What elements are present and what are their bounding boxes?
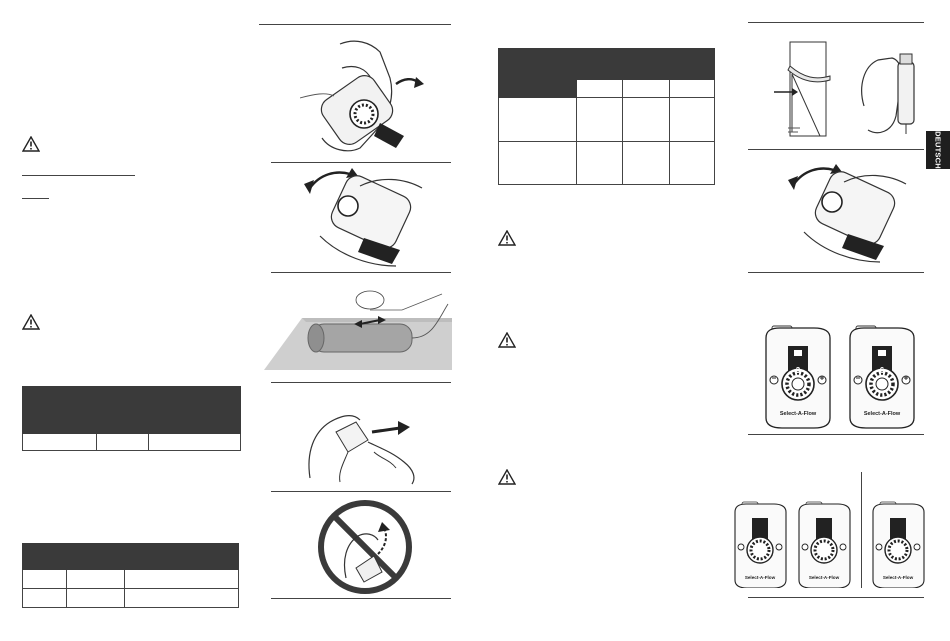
figure-divider [748, 434, 924, 435]
table-cell [125, 570, 239, 589]
warning-icon [22, 136, 40, 152]
warning-icon [22, 314, 40, 330]
table-cell [670, 98, 715, 142]
language-tab [926, 131, 950, 169]
flow-number: 3 [795, 366, 801, 375]
figure-attach-tubing [262, 280, 454, 378]
table-header-cell [125, 544, 239, 570]
table-cell [670, 142, 715, 185]
language-tab-label: DEUTSCH [933, 131, 943, 169]
warning-icon [498, 332, 516, 348]
warning-icon [498, 469, 516, 485]
figure-divider [748, 597, 924, 598]
figure-rotate-dial-repeat [784, 158, 914, 268]
flow-label: Select-A-Flow [744, 575, 776, 580]
subsection-underline [22, 198, 49, 199]
figure-flow-change [730, 500, 930, 588]
flow-label: Select-A-Flow [882, 575, 914, 580]
table-cell [125, 589, 239, 608]
figure-rotate-dial [300, 166, 430, 270]
figure-divider [271, 272, 451, 273]
table-right-flow [498, 48, 715, 185]
table-cell [499, 98, 577, 142]
table-header-cell [67, 544, 125, 570]
table-cell [23, 570, 67, 589]
warning-icon [498, 230, 516, 246]
table-cell [23, 589, 67, 608]
figure-divider [271, 491, 451, 492]
figure-divider [748, 272, 924, 273]
table-left-2 [22, 543, 239, 608]
flow-label: Select-A-Flow [779, 411, 817, 417]
table-cell [149, 434, 241, 451]
table-subheader-cell [576, 80, 623, 98]
table-left-1 [22, 386, 241, 451]
table-cell [67, 570, 125, 589]
figure-divider [748, 22, 924, 23]
table-subheader-cell [623, 80, 670, 98]
table-header-cell [576, 49, 714, 80]
flow-number: 6 [879, 366, 885, 375]
table-header-cell [97, 387, 149, 434]
table-header-cell [499, 49, 577, 98]
figure-open-package [300, 392, 430, 488]
flow-label: Select-A-Flow [808, 575, 840, 580]
figure-divider [271, 382, 451, 383]
table-cell [67, 589, 125, 608]
table-cell [499, 142, 577, 185]
figure-spray-tubing [768, 36, 928, 140]
table-subheader-cell [670, 80, 715, 98]
table-cell [97, 434, 149, 451]
section-underline [22, 175, 135, 176]
arrow-icon [788, 176, 798, 190]
table-cell [623, 98, 670, 142]
arrow-icon [414, 77, 424, 88]
arrow-icon [304, 180, 314, 194]
table-cell [23, 434, 97, 451]
figure-divider [259, 24, 451, 25]
table-header-cell [23, 544, 67, 570]
table-header-cell [149, 387, 241, 434]
figure-divider [748, 149, 924, 150]
figure-do-not-twist [316, 498, 414, 596]
figure-remove-pump-clip [300, 38, 430, 156]
table-cell [576, 142, 623, 185]
figure-divider [271, 162, 451, 163]
table-header-cell [23, 387, 97, 434]
table-cell [623, 142, 670, 185]
figure-flow-settings [760, 322, 926, 430]
figure-divider [271, 598, 451, 599]
flow-label: Select-A-Flow [863, 411, 901, 417]
arrow-icon [398, 421, 410, 435]
table-cell [576, 98, 623, 142]
